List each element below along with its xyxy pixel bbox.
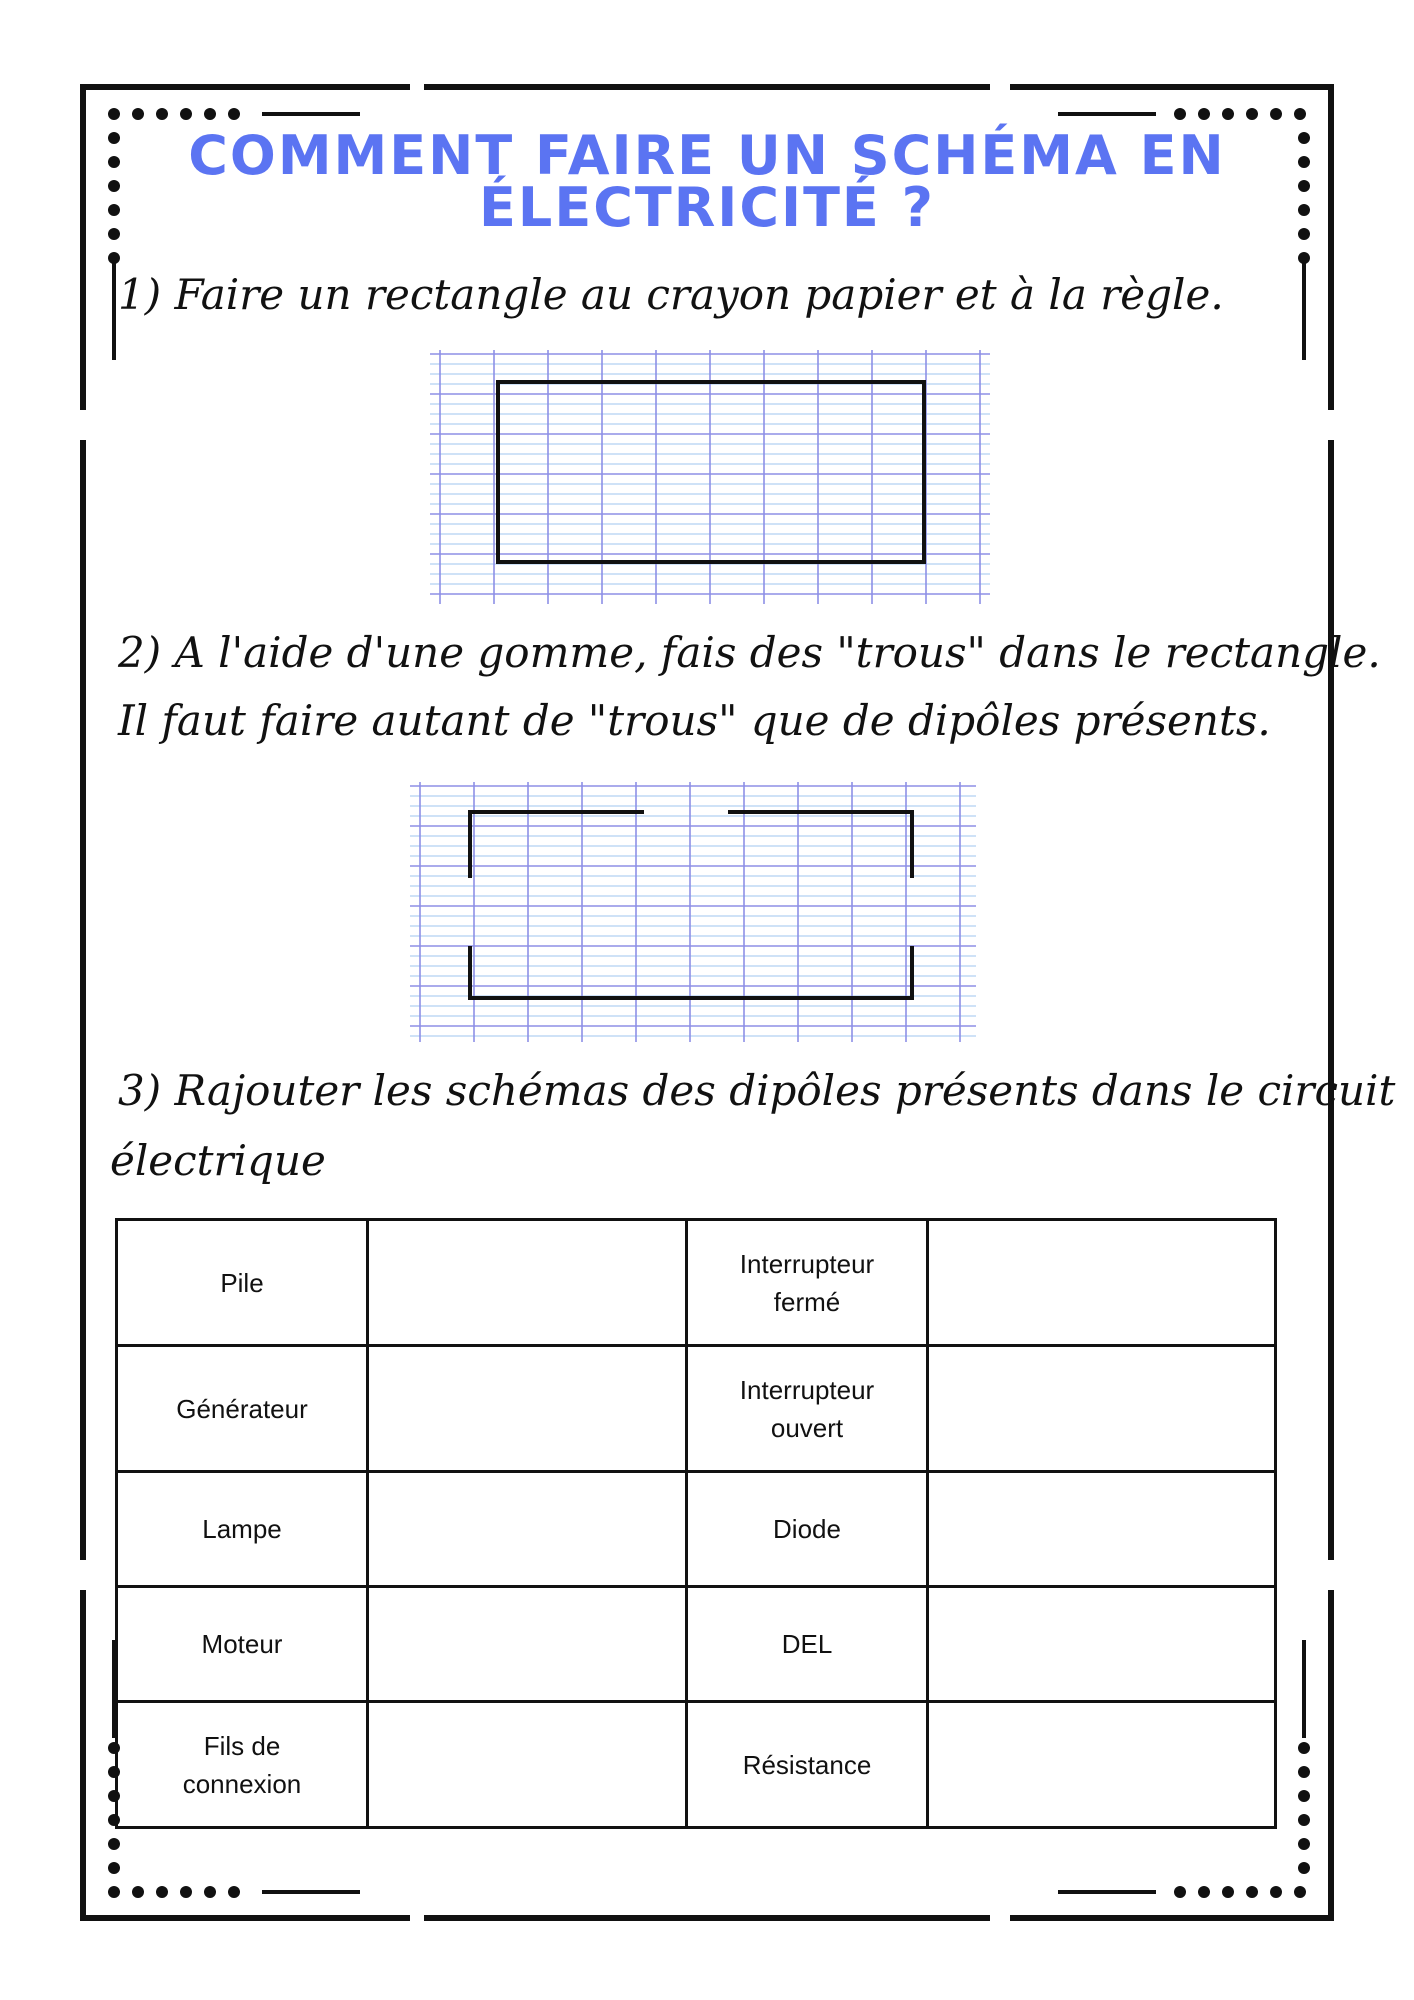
dipole-name-cell: Générateur <box>117 1346 368 1472</box>
page-title-line2: ÉLECTRICITÉ ? <box>479 176 935 239</box>
frame-dot <box>1294 1886 1306 1898</box>
rectangle-with-gaps <box>470 812 912 998</box>
frame-dot <box>108 1838 120 1850</box>
frame-dot <box>1298 1766 1310 1778</box>
frame-dot <box>108 132 120 144</box>
drawing-cell[interactable] <box>928 1220 1276 1346</box>
frame-dot <box>108 1886 120 1898</box>
dipole-name-cell: Fils de connexion <box>117 1702 368 1828</box>
step1-text: 1) Faire un rectangle au crayon papier et à la règle. <box>118 270 1224 319</box>
frame-dot <box>132 1886 144 1898</box>
frame-dot <box>228 108 240 120</box>
table-row <box>117 1472 1276 1587</box>
dipole-name-cell: Lampe <box>117 1472 368 1587</box>
frame-dot <box>204 1886 216 1898</box>
frame-dot <box>108 228 120 240</box>
step2-text-line1: 2) A l'aide d'une gomme, fais des "trous" dans le rectangle. <box>118 628 1381 677</box>
frame-dot <box>108 108 120 120</box>
page-title-line1: COMMENT FAIRE UN SCHÉMA EN <box>188 124 1226 187</box>
dipole-name-cell: Interrupteur ouvert <box>687 1346 928 1472</box>
drawing-cell[interactable] <box>928 1346 1276 1472</box>
drawing-cell[interactable] <box>928 1472 1276 1587</box>
frame-dot <box>1246 1886 1258 1898</box>
frame-dot <box>1198 108 1210 120</box>
frame-dot <box>1298 228 1310 240</box>
dipole-name-cell: Moteur <box>117 1587 368 1702</box>
table-row <box>117 1587 1276 1702</box>
grid-paper-full-rectangle <box>430 350 990 604</box>
frame-dot <box>1298 180 1310 192</box>
step3-text-line2: électrique <box>110 1136 326 1185</box>
drawing-cell[interactable] <box>368 1220 687 1346</box>
frame-dot <box>1298 204 1310 216</box>
frame-dot <box>132 108 144 120</box>
frame-dot <box>1298 132 1310 144</box>
table-row <box>117 1346 1276 1472</box>
frame-dot <box>228 1886 240 1898</box>
frame-dot <box>1174 108 1186 120</box>
frame-dot <box>1246 108 1258 120</box>
dipoles-table <box>115 1218 1277 1829</box>
dipole-name-cell: Diode <box>687 1472 928 1587</box>
grid-paper-rectangle-with-gaps <box>410 782 976 1042</box>
frame-dot <box>1222 108 1234 120</box>
frame-dot <box>108 1862 120 1874</box>
frame-dot <box>108 156 120 168</box>
drawing-cell[interactable] <box>928 1587 1276 1702</box>
frame-dot <box>1298 1862 1310 1874</box>
frame-dot <box>1270 1886 1282 1898</box>
dipole-name-cell: Pile <box>117 1220 368 1346</box>
frame-dot <box>1298 156 1310 168</box>
frame-dot <box>204 108 216 120</box>
frame-dot <box>1174 1886 1186 1898</box>
frame-dot <box>108 204 120 216</box>
frame-dot <box>1298 1838 1310 1850</box>
frame-dot <box>1298 1790 1310 1802</box>
drawing-cell[interactable] <box>368 1702 687 1828</box>
pencil-rectangle <box>498 382 924 562</box>
table-row <box>117 1220 1276 1346</box>
frame-dot <box>156 108 168 120</box>
drawing-cell[interactable] <box>368 1587 687 1702</box>
step2-text-line2: Il faut faire autant de "trous" que de dipôles présents. <box>118 696 1271 745</box>
dipole-name-cell: DEL <box>687 1587 928 1702</box>
frame-dot <box>180 1886 192 1898</box>
frame-dot <box>1294 108 1306 120</box>
frame-dot <box>1298 1814 1310 1826</box>
frame-dot <box>108 180 120 192</box>
frame-dot <box>1270 108 1282 120</box>
drawing-cell[interactable] <box>368 1346 687 1472</box>
drawing-cell[interactable] <box>928 1702 1276 1828</box>
dipole-name-cell: Résistance <box>687 1702 928 1828</box>
frame-dot <box>1298 1742 1310 1754</box>
frame-dot <box>1198 1886 1210 1898</box>
table-row <box>117 1702 1276 1828</box>
step3-text-line1: 3) Rajouter les schémas des dipôles présents dans le circuit <box>118 1066 1396 1115</box>
frame-dot <box>1298 252 1310 264</box>
frame-dot <box>156 1886 168 1898</box>
drawing-cell[interactable] <box>368 1472 687 1587</box>
frame-dot <box>180 108 192 120</box>
dipole-name-cell: Interrupteur fermé <box>687 1220 928 1346</box>
frame-dot <box>1222 1886 1234 1898</box>
